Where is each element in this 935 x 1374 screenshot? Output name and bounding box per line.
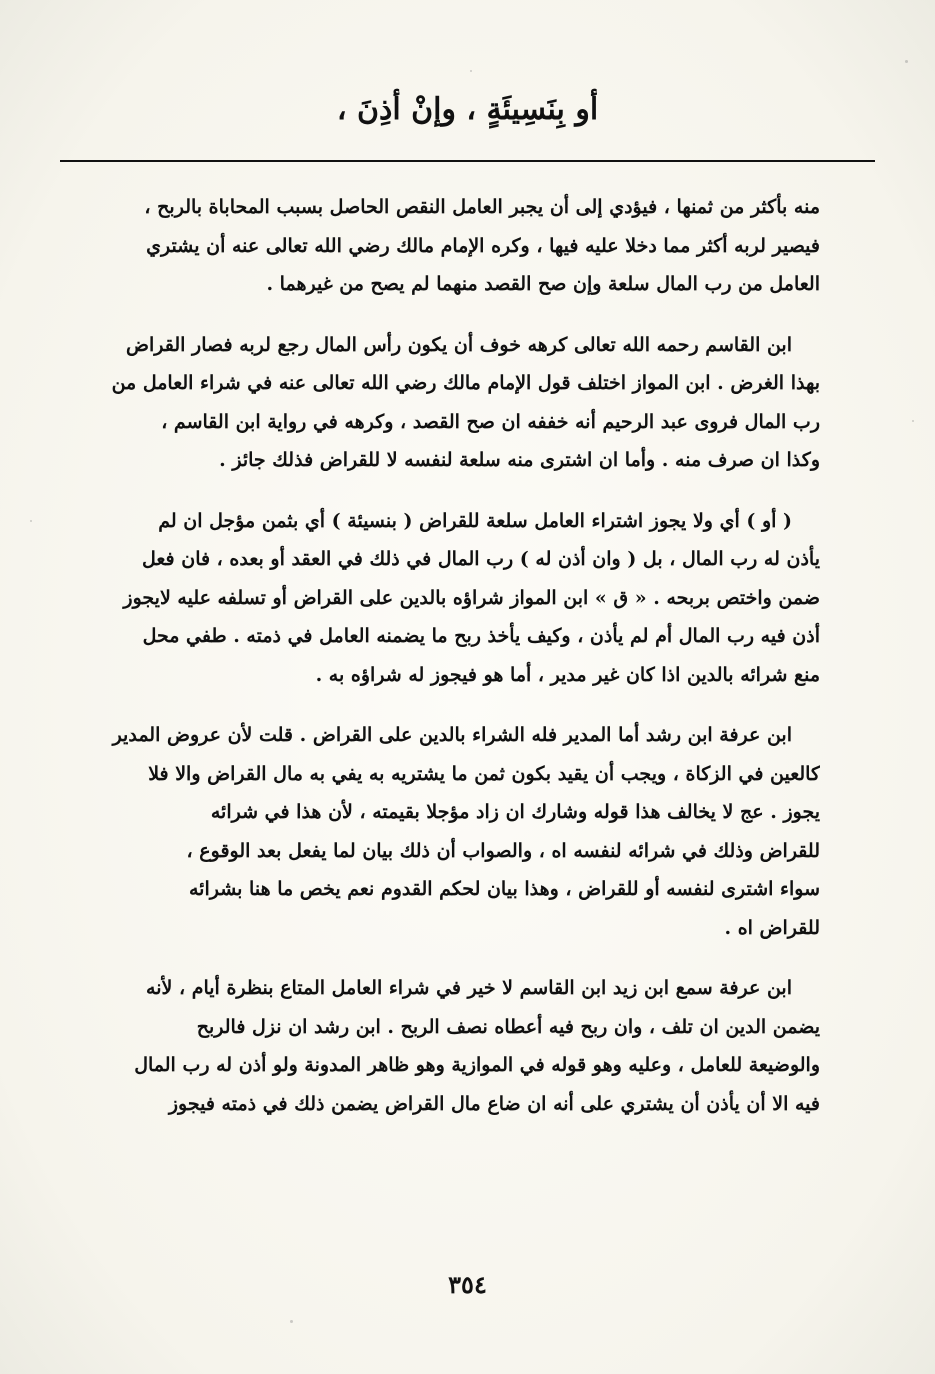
paragraph bbox=[60, 716, 820, 947]
text-line: العامل من رب المال سلعة وإن صح القصد منهما لم يصح من غيرهما . bbox=[266, 273, 820, 295]
text-line: منه بأكثر من ثمنها ، فيؤدي إلى أن يجبر العامل النقص الحاصل بسبب المحاباة بالربح ، bbox=[144, 196, 820, 218]
text-line: يضمن الدين ان تلف ، وان ربح فيه أعطاه نصف الربح . ابن رشد ان نزل فالربح bbox=[196, 1015, 820, 1038]
running-head: أو بِنَسِيئَةٍ ، وإنْ أذِنَ ، bbox=[336, 92, 599, 127]
paper-speck bbox=[905, 60, 908, 63]
text-line: أذن فيه رب المال أم لم يأذن ، وكيف يأخذ ربح ما يضمنه العامل في ذمته . طفي محل bbox=[142, 625, 820, 647]
text-line: رب المال فروى عبد الرحيم أنه خففه ان صح القصد ، وكرهه في رواية ابن القاسم ، bbox=[161, 410, 820, 433]
text-line: ابن عرفة سمع ابن زيد ابن القاسم لا خير في شراء العامل المتاع بنظرة أيام ، لأنه bbox=[146, 977, 792, 999]
text-line: ابن القاسم رحمه الله تعالى كرهه خوف أن يكون رأس المال رجع لربه فصار القراض bbox=[126, 333, 792, 356]
text-line: فيصير لربه أكثر مما دخلا عليه فيها ، وكره الإمام مالك رضي الله تعالى عنه أن يشتري bbox=[146, 234, 820, 257]
text-line: منع شرائه بالدين اذا كان غير مدير ، أما هو فيجوز له شراؤه به . bbox=[315, 663, 820, 686]
text-line: يجوز . عج لا يخالف هذا قوله وشارك ان زاد مؤجلا بقيمته ، لأن هذا في شرائه bbox=[210, 801, 820, 823]
text-line: للقراض اه . bbox=[724, 916, 820, 939]
text-line: للقراض وذلك في شرائه لنفسه اه ، والصواب أن ذلك بيان لما يفعل بعد الوقوع ، bbox=[186, 839, 820, 862]
paper-speck bbox=[470, 70, 472, 72]
page-number: ٣٥٤ bbox=[448, 1270, 487, 1299]
paper-speck bbox=[912, 420, 914, 422]
text-line: كالعين في الزكاة ، ويجب أن يقيد بكون ثمن ما يشتريه به يفي به مال القراض والا فلا bbox=[148, 762, 820, 785]
text-line: وكذا ان صرف منه . وأما ان اشترى منه سلعة لنفسه لا للقراض فذلك جائز . bbox=[219, 449, 820, 471]
paper-speck bbox=[290, 1320, 293, 1323]
paragraph bbox=[60, 326, 820, 480]
text-line: ( أو ) أي ولا يجوز اشتراء العامل سلعة للقراض ( بنسيئة ) أي بثمن مؤجل ان لم bbox=[158, 509, 792, 532]
text-line: ابن عرفة ابن رشد أما المدير فله الشراء بالدين على القراض . قلت لأن عروض المدير bbox=[112, 724, 792, 746]
paragraph bbox=[60, 502, 820, 695]
body-text bbox=[60, 188, 820, 1145]
text-line: يأذن له رب المال ، بل ( وان أذن له ) رب المال في ذلك في العقد أو بعده ، فان فعل bbox=[141, 548, 820, 570]
text-line: ضمن واختص بربحه . « ق » ابن المواز شراؤه بالدين على القراض أو تسلفه عليه لايجوز bbox=[123, 586, 820, 609]
header-rule bbox=[60, 160, 875, 162]
paragraph bbox=[60, 969, 820, 1123]
text-line: سواء اشترى لنفسه أو للقراض ، وهذا بيان لحكم القدوم نعم يخص ما هنا بشرائه bbox=[188, 878, 820, 900]
text-line: فيه الا أن يأذن أن يشتري على أنه ان ضاع مال القراض يضمن ذلك في ذمته فيجوز bbox=[168, 1092, 820, 1115]
paper-speck bbox=[30, 520, 32, 522]
paragraph bbox=[60, 188, 820, 304]
text-line: بهذا الغرض . ابن المواز اختلف قول الإمام مالك رضي الله تعالى عنه في شراء العامل من bbox=[111, 372, 820, 394]
text-line: والوضيعة للعامل ، وعليه وهو قوله في الموازية وهو ظاهر المدونة ولو أذن له رب المال bbox=[134, 1054, 820, 1076]
